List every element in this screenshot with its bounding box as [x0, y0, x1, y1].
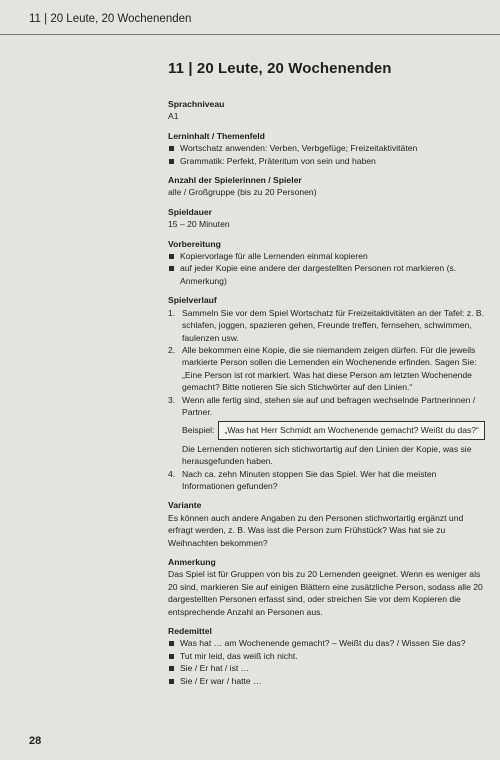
redemittel-heading: Redemittel	[168, 626, 212, 637]
list-item: Was hat … am Wochenende gemacht? – Weißt du das? / Wissen Sie das?	[168, 637, 490, 649]
step-item: 4. Nach ca. zehn Minuten stoppen Sie das Spiel. Wer hat die meisten Informationen gefunden?	[168, 468, 437, 491]
spieldauer-value: 15 – 20 Minuten	[168, 219, 230, 230]
bullet-square-icon	[169, 679, 174, 684]
running-header-title: 11 | 20 Leute, 20 Wochenenden	[29, 13, 192, 25]
anmerkung-text: Das Spiel ist für Gruppen von bis zu 20 Lernenden geeignet. Wenn es weniger als 20 sind, markieren Sie auf einigen Blättern eine zusätzliche Person, sodass alle 20 dargestellten Personen erfasst sind, oder streichen Sie vor dem Kopieren die entsprechende Anzahl an Personen aus.	[168, 569, 483, 617]
header-divider	[0, 34, 500, 35]
list-item: Kopiervorlage für alle Lernenden einmal kopieren	[168, 250, 490, 262]
example-label: Beispiel:	[182, 425, 215, 436]
list-item: Grammatik: Perfekt, Präteritum von sein und haben	[168, 155, 490, 167]
bullet-square-icon	[169, 159, 174, 164]
example-row	[168, 421, 490, 439]
lerninhalt-list	[168, 142, 490, 167]
anzahl-heading: Anzahl der Spielerinnen / Spieler	[168, 175, 302, 186]
spielverlauf-steps-cont	[168, 468, 490, 493]
list-item: auf jeder Kopie eine andere der dargestellten Personen rot markieren (s. Anmerkung)	[168, 262, 490, 287]
spieldauer-heading: Spieldauer	[168, 206, 212, 217]
vorbereitung-heading: Vorbereitung	[168, 238, 221, 249]
list-item: Sie / Er war / hatte …	[168, 675, 490, 687]
sprachniveau-heading: Sprachniveau	[168, 99, 225, 109]
spielverlauf-heading: Spielverlauf	[168, 295, 217, 306]
document-body	[168, 98, 490, 687]
variante-text: Es können auch andere Angaben zu den Personen stichwortartig ergänzt und erfragt werden, z. B. Was isst die Person zum Frühstück? Was hat sie zu Weihnachten bekommen?	[168, 512, 464, 548]
list-item: Tut mir leid, das weiß ich nicht.	[168, 650, 490, 662]
step-item: 1. Sammeln Sie vor dem Spiel Wortschatz für Freizeitaktivitäten an der Tafel: z. B. schlafen, joggen, spazieren gehen, Freunde treffen, fernsehen, schwimmen, faulenzen usw.	[168, 307, 485, 343]
anzahl-value: alle / Großgruppe (bis zu 20 Personen)	[168, 187, 317, 198]
variante-heading: Variante	[168, 500, 202, 511]
bullet-square-icon	[169, 654, 174, 659]
list-item: Sie / Er hat / ist …	[168, 662, 490, 674]
vorbereitung-list	[168, 250, 490, 287]
step-item: 2. Alle bekommen eine Kopie, die sie niemandem zeigen dürfen. Für die jeweils markierte Person sollen die Lernenden ein Wochenende erfinden. Sagen Sie: „Eine Person ist rot markiert. Was hat diese Person am letzten Wochenende gemacht? Bitte notieren Sie sich Stichwörter auf den Linien.“	[168, 344, 477, 393]
list-item: Wortschatz anwenden: Verben, Verbgefüge; Freizeitaktivitäten	[168, 142, 490, 154]
bullet-square-icon	[169, 146, 174, 151]
anmerkung-heading: Anmerkung	[168, 557, 216, 567]
redemittel-list	[168, 637, 490, 687]
lerninhalt-heading: Lerninhalt / Themenfeld	[168, 130, 265, 141]
example-followup: Die Lernenden notieren sich stichwortartig auf den Linien der Kopie, was sie herausgefunden haben.	[182, 443, 472, 467]
running-header	[0, 0, 500, 36]
example-box: „Was hat Herr Schmidt am Wochenende gemacht? Weißt du das?“	[218, 421, 484, 439]
bullet-square-icon	[169, 254, 174, 259]
spielverlauf-steps	[168, 307, 490, 419]
sprachniveau-value: A1	[168, 111, 179, 122]
page-number: 28	[29, 735, 42, 747]
step-item: 3. Wenn alle fertig sind, stehen sie auf und befragen wechselnde Partnerinnen / Partner.	[168, 394, 476, 417]
page-title: 11 | 20 Leute, 20 Wochenenden	[168, 60, 392, 77]
bullet-square-icon	[169, 266, 174, 271]
bullet-square-icon	[169, 641, 174, 646]
bullet-square-icon	[169, 666, 174, 671]
